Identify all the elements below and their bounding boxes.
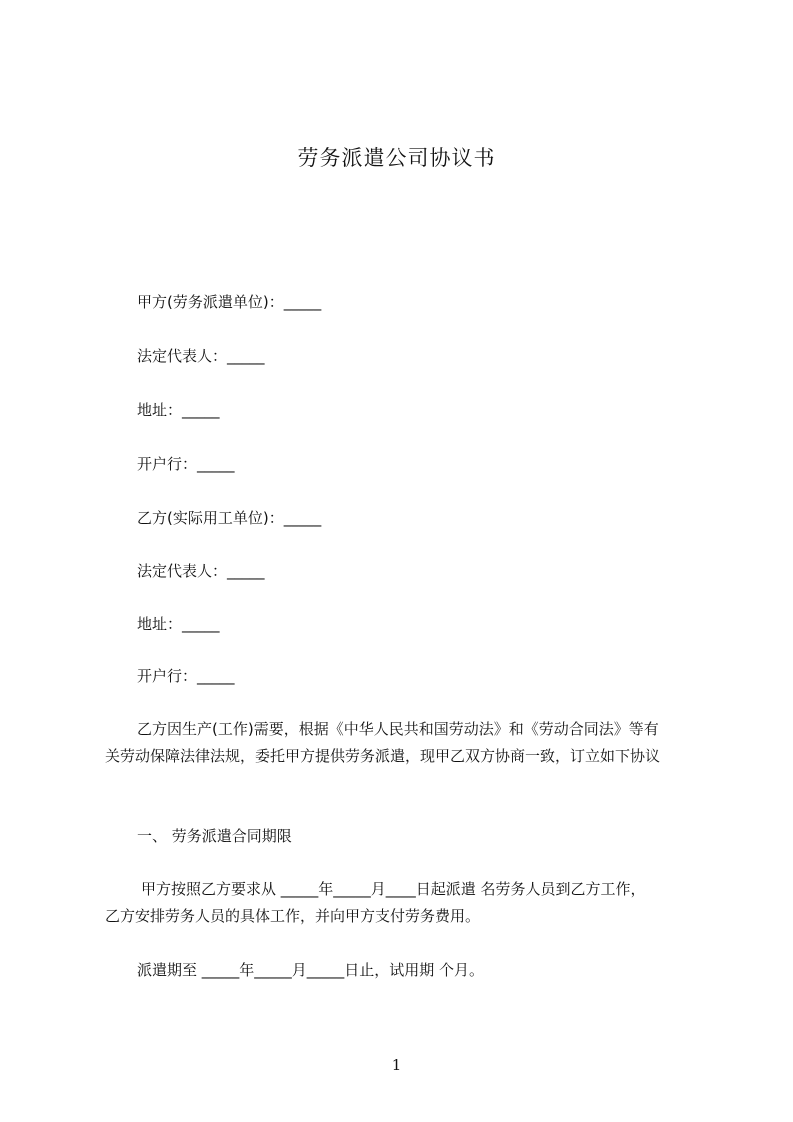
- party-b-bank: 开户行：_____: [137, 667, 235, 685]
- party-b-address: 地址：_____: [137, 615, 220, 633]
- party-a-bank: 开户行：_____: [137, 455, 235, 473]
- party-a-representative: 法定代表人：_____: [137, 347, 265, 365]
- section-1-paragraph-2: 派遣期至 _____年_____月_____日止，试用期 个月。: [137, 961, 485, 979]
- party-b-name: 乙方(实际用工单位)：_____: [137, 509, 322, 527]
- party-b-representative: 法定代表人：_____: [137, 562, 265, 580]
- section-1-paragraph-1-line-2: 乙方安排劳务人员的具体工作，并向甲方支付劳务费用。: [105, 907, 481, 925]
- preamble-line-2: 关劳动保障法律法规，委托甲方提供劳务派遣，现甲乙双方协商一致，订立如下协议: [105, 747, 661, 765]
- page-number: 1: [391, 1056, 402, 1074]
- party-a-name: 甲方(劳务派遣单位)：_____: [137, 293, 322, 311]
- party-a-address: 地址：_____: [137, 401, 220, 419]
- document-title: 劳务派遣公司协议书: [297, 146, 496, 170]
- preamble-line-1: 乙方因生产(工作)需要，根据《中华人民共和国劳动法》和《劳动合同法》等有: [137, 720, 659, 738]
- section-1-paragraph-1-line-1: 甲方按照乙方要求从 _____年_____月____日起派遣 名劳务人员到乙方工作，: [141, 880, 646, 898]
- section-1-heading: 一、 劳务派遣合同期限: [137, 827, 292, 845]
